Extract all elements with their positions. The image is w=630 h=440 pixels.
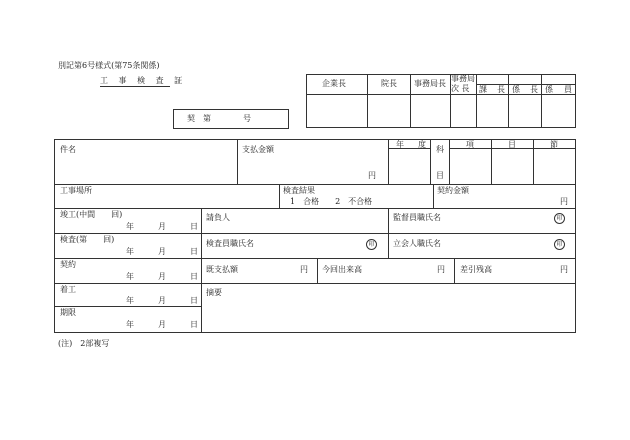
inspection-day: 日 [190,247,198,256]
contract-amount-yen: 円 [560,197,568,206]
inspection-label: 検査(第 回) [60,235,115,244]
approval-kakaricho: 長 [530,85,538,94]
contract-month: 月 [158,272,166,281]
year-suffix: 度 [418,140,426,149]
inspector-label: 検査員職氏名 [206,239,254,248]
start-month: 月 [158,296,166,305]
approval-jimukyokucho: 事務局長 [414,79,446,88]
setsu-label: 節 [550,140,558,149]
start-label: 着工 [60,285,76,294]
contract-day: 日 [190,272,198,281]
period-month: 月 [158,320,166,329]
completion-day: 日 [190,222,198,231]
supervisor-label: 監督員職氏名 [393,213,441,222]
remaining-label: 差引残高 [460,265,492,274]
contract-label: 契約 [60,260,76,269]
approval-kacho: 長 [497,85,505,94]
payment-label: 支払金額 [242,145,274,154]
remaining-yen: 円 [560,265,568,274]
witness-seal-icon: 印 [554,239,565,250]
paid-yen: 円 [300,265,308,274]
period-day: 日 [190,320,198,329]
supervisor-seal-icon: 印 [554,213,565,224]
contractor-label: 請負人 [206,213,230,222]
approval-jicho: 次 長 [451,84,470,93]
inspection-month: 月 [158,247,166,256]
title-underline [100,86,170,87]
start-year: 年 [126,296,134,305]
inspector-seal-icon: 印 [366,239,377,250]
footer-note: (注) 2部複写 [58,339,110,348]
payment-yen: 円 [368,171,376,180]
period-year: 年 [126,320,134,329]
contract-year: 年 [126,272,134,281]
paid-label: 既支払額 [206,265,238,274]
approval-jimukyoku: 事務局 [451,74,475,83]
kamoku-ka: 科 [436,145,444,154]
moku-label: 目 [508,140,516,149]
result-label: 検査結果 [283,186,315,195]
completion-label: 竣工(中間 回) [60,210,123,219]
summary-label: 摘要 [206,288,222,297]
year-label: 年 [396,140,404,149]
inspection-year: 年 [126,247,134,256]
approval-kakariin: 員 [564,85,572,94]
current-label: 今回出来高 [322,265,362,274]
approval-kigyocho: 企業長 [322,79,346,88]
approval-kakari: 係 [512,85,520,94]
site-label: 工事場所 [60,186,92,195]
start-day: 日 [190,296,198,305]
form-reference: 別記第6号様式(第75条関係) [58,61,160,70]
subject-label: 件名 [60,145,76,154]
current-yen: 円 [437,265,445,274]
result-options: 1 合格 2 不合格 [290,197,373,206]
kamoku-moku: 目 [436,171,444,180]
period-label: 期限 [60,308,76,317]
approval-kakari-2: 係 [545,85,553,94]
contract-amount-label: 契約金額 [437,186,469,195]
approval-ka: 課 [479,85,487,94]
witness-label: 立会人職氏名 [393,239,441,248]
completion-month: 月 [158,222,166,231]
completion-year: 年 [126,222,134,231]
form-title: 工 事 検 査 証 [100,76,187,85]
contract-number: 契 第 号 [187,114,251,123]
kou-label: 項 [466,140,474,149]
approval-incho: 院長 [381,79,397,88]
